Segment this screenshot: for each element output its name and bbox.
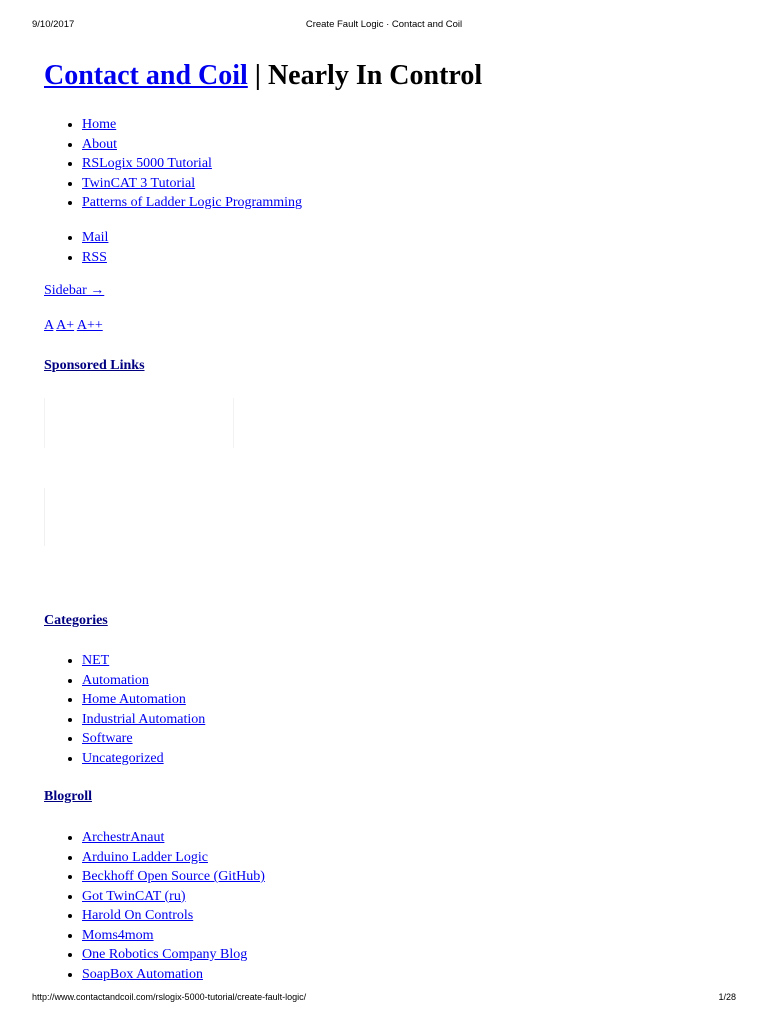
blogroll-item [82, 867, 265, 887]
print-url: http://www.contactandcoil.com/rslogix-5000-tutorial/create-fault-logic/ [32, 992, 307, 1002]
blogroll-item [82, 848, 265, 868]
nav-link-ladder-patterns[interactable]: Patterns of Ladder Logic Programming [82, 195, 303, 210]
blogroll-item [82, 965, 265, 985]
categories-title-link[interactable]: Categories [44, 613, 108, 628]
category-link-software[interactable]: Software [82, 731, 133, 746]
sponsored-links-heading [44, 357, 145, 375]
category-item-automation [82, 671, 205, 691]
font-size-controls [44, 317, 103, 335]
site-title [44, 56, 482, 96]
category-link-industrial-automation[interactable]: Industrial Automation [82, 711, 206, 727]
blogroll-item [82, 926, 265, 946]
category-link-automation[interactable]: Automation [82, 672, 149, 688]
category-item-software [82, 729, 205, 749]
ad-slot-1 [44, 398, 234, 448]
nav-link-twincat-tutorial[interactable]: TwinCAT 3 Tutorial [82, 175, 196, 191]
sidebar-toggle [44, 282, 104, 300]
sidebar-link[interactable]: Sidebar → [44, 283, 105, 298]
blogroll-link-beckhoff-open-source[interactable]: Beckhoff Open Source (GitHub) [82, 869, 265, 884]
print-date: 9/10/2017 [32, 19, 75, 30]
blogroll-link-soapbox-automation[interactable]: SoapBox Automation [82, 966, 203, 982]
category-link-home-automation[interactable]: Home Automation [82, 692, 186, 707]
site-name-link[interactable]: Contact and Coil [44, 60, 248, 91]
nav-item-rslogix-tutorial [82, 154, 302, 174]
category-link-net[interactable]: NET [82, 653, 110, 668]
category-link-uncategorized[interactable]: Uncategorized [82, 750, 164, 766]
category-item-home-automation [82, 690, 205, 710]
rss-link[interactable]: RSS [82, 249, 107, 265]
feed-links [44, 228, 108, 267]
nav-item-home [82, 115, 302, 135]
blogroll-item [82, 887, 265, 907]
blogroll-link-archestranaut[interactable]: ArchestrAnaut [82, 830, 165, 845]
blogroll-link-moms4mom[interactable]: Moms4mom [82, 927, 154, 943]
mail-link[interactable]: Mail [82, 230, 109, 245]
blogroll-list [44, 828, 265, 984]
categories-heading [44, 612, 108, 630]
feed-item-mail [82, 228, 108, 248]
nav-link-about[interactable]: About [82, 136, 117, 152]
site-tagline: | Nearly In Control [247, 60, 483, 91]
feed-item-rss [82, 248, 108, 268]
blogroll-item [82, 945, 265, 965]
ad-slot-2 [44, 488, 45, 546]
blogroll-item [82, 828, 265, 848]
font-size-medium-link[interactable]: A+ [56, 318, 75, 333]
main-nav [44, 115, 302, 213]
nav-link-home[interactable]: Home [82, 117, 117, 132]
blogroll-link-harold-on-controls[interactable]: Harold On Controls [82, 908, 194, 923]
nav-link-rslogix-tutorial[interactable]: RSLogix 5000 Tutorial [82, 156, 212, 171]
sponsored-links-title-link[interactable]: Sponsored Links [44, 358, 145, 373]
nav-item-ladder-patterns [82, 193, 302, 213]
category-item-industrial-automation [82, 710, 205, 730]
category-item-uncategorized [82, 749, 205, 769]
print-header [0, 19, 768, 33]
font-size-small-link[interactable]: A [44, 318, 54, 333]
print-footer [0, 992, 768, 1006]
blogroll-link-one-robotics[interactable]: One Robotics Company Blog [82, 947, 248, 962]
nav-item-about [82, 135, 302, 155]
nav-item-twincat-tutorial [82, 174, 302, 194]
category-item-net [82, 651, 205, 671]
blogroll-heading [44, 788, 92, 806]
font-size-large-link[interactable]: A++ [76, 318, 103, 333]
blogroll-item [82, 906, 265, 926]
categories-list [44, 651, 205, 768]
blogroll-link-arduino-ladder-logic[interactable]: Arduino Ladder Logic [82, 849, 208, 865]
blogroll-link-got-twincat[interactable]: Got TwinCAT (ru) [82, 888, 186, 904]
blogroll-title-link[interactable]: Blogroll [44, 789, 92, 804]
print-document-title: Create Fault Logic · Contact and Coil [305, 19, 463, 30]
print-page-number: 1/28 [718, 992, 736, 1002]
